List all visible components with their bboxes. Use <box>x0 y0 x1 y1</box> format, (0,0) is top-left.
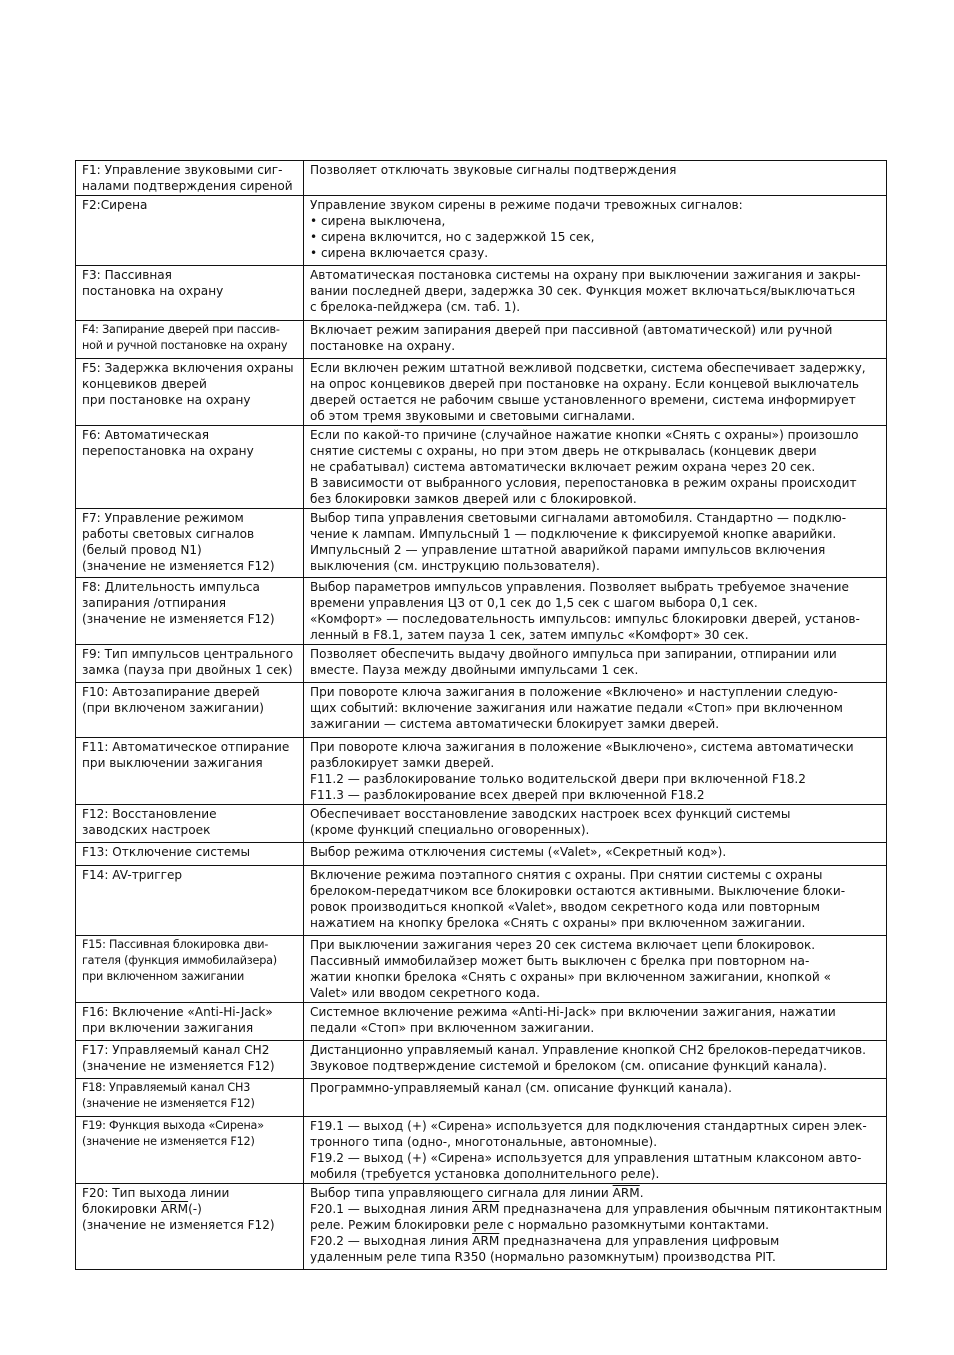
description-line: без блокировки замков дверей или с блокировкой. <box>310 492 637 506</box>
function-line: при включении зажигания <box>82 1021 254 1035</box>
description-line: об этом тремя звуковыми и световыми сигналами. <box>310 409 636 423</box>
description-line: В зависимости от выбранного условия, перепостановка в режим охраны происходит <box>310 476 857 490</box>
description-line: чение к лампам. Импульсный 1 — подключение к фиксируемой кнопке аварийки. <box>310 527 837 541</box>
function-cell <box>76 266 304 321</box>
table-row-f1 <box>76 161 887 196</box>
description-line: разблокирует замки дверей. <box>310 756 495 770</box>
function-line: (при включеном зажигании) <box>82 701 264 715</box>
table-row-f11 <box>76 738 887 805</box>
function-line: (значение не изменяется F12) <box>82 1097 255 1110</box>
description-line: «Комфорт» — последовательность импульсов: импульс блокировки дверей, установ- <box>310 612 860 626</box>
description-line: Valet» или вводом секретного кода. <box>310 986 540 1000</box>
description-line: реле. Режим блокировки реле с нормально разомкнутыми контактами. <box>310 1218 770 1232</box>
function-line: (белый провод N1) <box>82 543 202 557</box>
description-line: жатии кнопки брелока «Снять с охраны» при включенном зажигании, кнопкой « <box>310 970 831 984</box>
description-cell <box>304 1079 887 1117</box>
function-line: F11: Автоматическое отпирание <box>82 740 290 754</box>
function-line: работы световых сигналов <box>82 527 255 541</box>
description-cell <box>304 1003 887 1041</box>
description-line: Выбор типа управления световыми сигналами автомобиля. Стандартно — подклю- <box>310 511 847 525</box>
description-line: вместе. Пауза между двойными импульсами 1 сек. <box>310 663 639 677</box>
function-line: F6: Автоматическая <box>82 428 210 442</box>
function-line: F12: Восстановление <box>82 807 217 821</box>
function-line: F16: Включение «Anti-Hi-Jack» <box>82 1005 273 1019</box>
table-row-f13 <box>76 843 887 866</box>
description-line: тронного типа (одно-, многотональные, автономные). <box>310 1135 658 1149</box>
description-line: Дистанционно управляемый канал. Управление кнопкой CH2 брелоков-передатчиков. <box>310 1043 866 1057</box>
table-row-f2 <box>76 196 887 266</box>
description-line: Импульсный 2 — управление штатной аварийкой парами импульсов включения <box>310 543 826 557</box>
function-cell <box>76 578 304 645</box>
function-line: замка (пауза при двойных 1 сек) <box>82 663 293 677</box>
table-row-f3 <box>76 266 887 321</box>
description-line: При повороте ключа зажигания в положение «Включено» и наступлении следую- <box>310 685 838 699</box>
description-line: • сирена включится, но с задержкой 15 сек, <box>310 230 595 244</box>
description-cell <box>304 1041 887 1079</box>
description-line: Выбор режима отключения системы («Valet», «Секретный код»). <box>310 845 727 859</box>
description-cell <box>304 426 887 509</box>
function-line: F13: Отключение системы <box>82 845 250 859</box>
function-line: F19: Функция выхода «Сирена» <box>82 1119 264 1132</box>
table-row-f14 <box>76 866 887 936</box>
function-cell <box>76 683 304 738</box>
function-settings-table <box>75 160 887 1270</box>
description-line: • сирена выключена, <box>310 214 446 228</box>
function-cell <box>76 645 304 683</box>
table-row-f20 <box>76 1184 887 1270</box>
description-line: Системное включение режима «Anti-Hi-Jack» при включении зажигания, нажатии <box>310 1005 836 1019</box>
function-line: F3: Пассивная <box>82 268 172 282</box>
table-row-f19 <box>76 1117 887 1184</box>
table-row-f9 <box>76 645 887 683</box>
description-line: F20.2 — выходная линия $\overline{ARM}$ предназначена для управления цифровым <box>310 1234 780 1248</box>
description-line: F20.1 — выходная линия $\overline{ARM}$ предназначена для управления обычным пятиконтактным <box>310 1202 882 1216</box>
function-line: F1: Управление звуковыми сиг- <box>82 163 283 177</box>
table-row-f4 <box>76 321 887 359</box>
description-line: постановке на охрану. <box>310 339 456 353</box>
function-cell <box>76 196 304 266</box>
table-row-f5 <box>76 359 887 426</box>
description-line: с брелока-пейджера (см. таб. 1). <box>310 300 521 314</box>
description-line: педали «Стоп» при включенном зажигании. <box>310 1021 595 1035</box>
table-row-f16 <box>76 1003 887 1041</box>
description-cell <box>304 1184 887 1270</box>
table-row-f10 <box>76 683 887 738</box>
description-cell <box>304 645 887 683</box>
description-cell <box>304 578 887 645</box>
function-cell <box>76 1117 304 1184</box>
description-line: Программно-управляемый канал (см. описание функций канала). <box>310 1081 732 1095</box>
description-line: нажатием на кнопку брелока «Снять с охраны» при включенном зажигании. <box>310 916 806 930</box>
description-line: Включение режима поэтапного снятия с охраны. При снятии системы с охраны <box>310 868 823 882</box>
description-line: выключения (см. инструкцию пользователя). <box>310 559 600 573</box>
function-line: заводских настроек <box>82 823 211 837</box>
function-line: налами подтверждения сиреной <box>82 179 293 193</box>
description-cell <box>304 866 887 936</box>
description-line: Позволяет отключать звуковые сигналы подтверждения <box>310 163 677 177</box>
description-line: щих событий: включение зажигания или нажатие педали «Стоп» при включенном <box>310 701 843 715</box>
description-cell <box>304 936 887 1003</box>
table-row-f15 <box>76 936 887 1003</box>
function-line: ной и ручной постановке на охрану <box>82 339 288 352</box>
function-line: при выключении зажигания <box>82 756 263 770</box>
table-row-f17 <box>76 1041 887 1079</box>
description-line: Позволяет обеспечить выдачу двойного импульса при запирании, отпирании или <box>310 647 837 661</box>
function-cell <box>76 805 304 843</box>
function-cell <box>76 426 304 509</box>
description-cell <box>304 161 887 196</box>
function-cell <box>76 509 304 578</box>
description-cell <box>304 738 887 805</box>
function-line: F20: Тип выхода линии <box>82 1186 230 1200</box>
table-row-f12 <box>76 805 887 843</box>
function-line: (значение не изменяется F12) <box>82 612 275 626</box>
description-line: При выключении зажигания через 20 сек система включает цепи блокировок. <box>310 938 816 952</box>
function-cell <box>76 1079 304 1117</box>
description-line: F19.1 — выход (+) «Сирена» используется для подключения стандартных сирен элек- <box>310 1119 867 1133</box>
description-cell <box>304 683 887 738</box>
function-line: F5: Задержка включения охраны <box>82 361 294 375</box>
description-cell <box>304 805 887 843</box>
description-cell <box>304 196 887 266</box>
function-line: F9: Тип импульсов центрального <box>82 647 294 661</box>
function-line: F4: Запирание дверей при пассив- <box>82 323 280 336</box>
function-line: блокировки $\overline{ARM}(-)$ <box>82 1202 202 1216</box>
function-cell <box>76 359 304 426</box>
function-cell <box>76 1041 304 1079</box>
function-line: F17: Управляемый канал CH2 <box>82 1043 270 1057</box>
function-line: F18: Управляемый канал CH3 <box>82 1081 251 1094</box>
function-line: (значение не изменяется F12) <box>82 1218 275 1232</box>
description-line: Если по какой-то причине (случайное нажатие кнопки «Снять с охраны») произошло <box>310 428 859 442</box>
description-cell <box>304 1117 887 1184</box>
function-cell <box>76 866 304 936</box>
function-cell <box>76 161 304 196</box>
function-cell <box>76 936 304 1003</box>
function-cell <box>76 321 304 359</box>
function-line: при включенном зажигании <box>82 970 245 983</box>
description-line: • сирена включается сразу. <box>310 246 489 260</box>
function-line: при постановке на охрану <box>82 393 251 407</box>
function-line: F10: Автозапирание дверей <box>82 685 260 699</box>
description-line: ленный в F8.1, затем пауза 1 сек, затем импульс «Комфорт» 30 сек. <box>310 628 749 642</box>
function-line: F8: Длительность импульса <box>82 580 260 594</box>
description-line: времени управления ЦЗ от 0,1 сек до 1,5 сек с шагом выбора 0,1 сек. <box>310 596 758 610</box>
table-row-f7 <box>76 509 887 578</box>
description-line: Выбор типа управляющего сигнала для линии $\overline{ARM}$. <box>310 1186 644 1200</box>
function-line: (значение не изменяется F12) <box>82 1135 255 1148</box>
description-cell <box>304 359 887 426</box>
description-cell <box>304 266 887 321</box>
description-line: удаленным реле типа R350 (нормально разомкнутым) производства PIT. <box>310 1250 776 1264</box>
description-line: брелоком-передатчиком все блокировки остаются активными. Выключение блоки- <box>310 884 846 898</box>
function-cell <box>76 738 304 805</box>
description-line: зажигании — система автоматически блокирует замки дверей. <box>310 717 720 731</box>
description-cell <box>304 843 887 866</box>
table-row-f6 <box>76 426 887 509</box>
function-line: постановка на охрану <box>82 284 224 298</box>
description-line: Звуковое подтверждение системой и брелоком (см. описание функций канала). <box>310 1059 827 1073</box>
description-line: снятие системы с охраны, но при этом дверь не открывалась (концевик двери <box>310 444 817 458</box>
description-line: При повороте ключа зажигания в положение «Выключено», система автоматически <box>310 740 854 754</box>
function-line: F7: Управление режимом <box>82 511 244 525</box>
table-row-f18 <box>76 1079 887 1117</box>
description-line: дверей остается не рабочим свыше установленного времени, система информирует <box>310 393 856 407</box>
function-cell <box>76 1003 304 1041</box>
description-line: (кроме функций специально оговоренных). <box>310 823 590 837</box>
description-line: на опрос концевиков дверей при постановке на охрану. Если концевой выключатель <box>310 377 860 391</box>
description-line: ровок производиться кнопкой «Valet», вводом секретного кода или повторным <box>310 900 821 914</box>
function-line: (значение не изменяется F12) <box>82 1059 275 1073</box>
description-line: Включает режим запирания дверей при пассивной (автоматической) или ручной <box>310 323 833 337</box>
description-line: Выбор параметров импульсов управления. Позволяет выбрать требуемое значение <box>310 580 849 594</box>
description-line: Управление звуком сирены в режиме подачи тревожных сигналов: <box>310 198 743 212</box>
function-line: запирания /отпирания <box>82 596 226 610</box>
function-line: концевиков дверей <box>82 377 207 391</box>
description-line: не срабатывал) система автоматически включает режим охрана через 20 сек. <box>310 460 816 474</box>
description-line: F19.2 — выход (+) «Сирена» используется для управления штатным клаксоном авто- <box>310 1151 862 1165</box>
description-line: Пассивный иммобилайзер может быть выключен с брелка при повторном на- <box>310 954 810 968</box>
description-line: F11.3 — разблокирование всех дверей при включенной F18.2 <box>310 788 705 802</box>
description-cell <box>304 321 887 359</box>
function-cell <box>76 843 304 866</box>
description-cell <box>304 509 887 578</box>
description-line: Если включен режим штатной вежливой подсветки, система обеспечивает задержку, <box>310 361 866 375</box>
description-line: F11.2 — разблокирование только водительской двери при включенной F18.2 <box>310 772 806 786</box>
function-line: F15: Пассивная блокировка дви- <box>82 938 269 951</box>
description-line: Обеспечивает восстановление заводских настроек всех функций системы <box>310 807 791 821</box>
function-line: гателя (функция иммобилайзера) <box>82 954 277 967</box>
function-line: F2:Сирена <box>82 198 148 212</box>
description-line: вании последней двери, задержка 30 сек. Функция может включаться/выключаться <box>310 284 856 298</box>
function-cell <box>76 1184 304 1270</box>
function-line: (значение не изменяется F12) <box>82 559 275 573</box>
description-line: Автоматическая постановка системы на охрану при выключении зажигания и закры- <box>310 268 861 282</box>
table-row-f8 <box>76 578 887 645</box>
function-line: F14: AV-триггер <box>82 868 183 882</box>
description-line: мобиля (требуется установка дополнительного реле). <box>310 1167 660 1181</box>
function-line: перепостановка на охрану <box>82 444 254 458</box>
